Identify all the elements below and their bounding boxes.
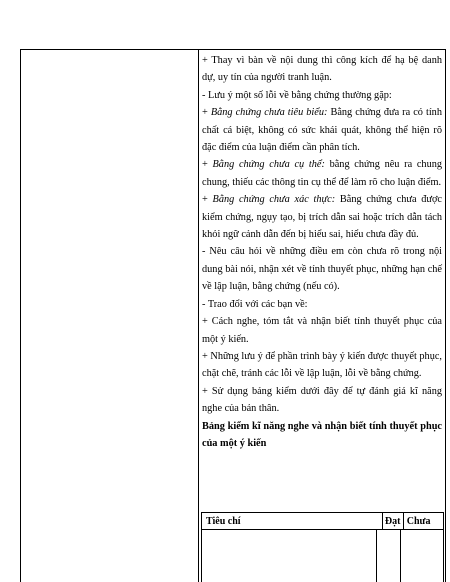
paragraph-text: Bằng chứng chưa được kiểm chứng, ngụy tạo, bị trích dẫn sai hoặc trích dẫn tách khỏi ngữ cảnh dẫn đến bị hiểu sai, hiểu chưa đầy đủ.: [202, 194, 442, 241]
paragraph: [202, 383, 442, 418]
rubric-header-row: [202, 513, 444, 530]
paragraph: [202, 313, 442, 348]
rubric-col-line-notyet: [400, 530, 401, 582]
right-cell-content: [202, 52, 442, 452]
evidence-type-label: Bằng chứng chưa tiêu biểu:: [210, 107, 328, 119]
rubric-col-line-pass: [376, 530, 377, 582]
rubric-header-notyet: Chưa: [403, 513, 443, 530]
paragraph-text: bằng chứng nêu ra chung chung, thiếu các thông tin cụ thể để làm rõ cho luận điểm.: [202, 159, 443, 188]
rubric-table: [201, 512, 444, 530]
column-divider: [198, 49, 199, 582]
paragraph-text: - Nêu câu hỏi về những điều em còn chưa rõ trong nội dung bài nói, nhận xét về tính thuyết phục, những hạn chế về lập luận, bằng chứng (nếu có).: [202, 246, 442, 293]
evidence-type-label: Bằng chứng chưa xác thực:: [212, 194, 336, 206]
paragraph: [202, 52, 442, 87]
paragraph-text: + Sử dụng bảng kiểm dưới đây để tự đánh giá kĩ năng nghe của bản thân.: [202, 385, 442, 415]
rubric-title: Bảng kiểm kĩ năng nghe và nhận biết tính thuyết phục của một ý kiến: [202, 420, 442, 449]
paragraph-text: - Lưu ý một số lỗi về bằng chứng thường gặp:: [202, 89, 392, 101]
paragraph-text: + Thay vì bàn về nội dung thì công kích để hạ bệ danh dự, uy tín của người tranh luận.: [202, 55, 442, 84]
paragraph: [202, 87, 442, 104]
paragraph: [202, 104, 442, 156]
paragraph: [202, 191, 442, 243]
rubric-header-pass: Đạt: [382, 513, 403, 530]
rubric-body: [201, 530, 444, 582]
paragraph: [202, 243, 442, 295]
paragraph: [202, 156, 442, 191]
paragraph: [202, 296, 442, 313]
paragraph-text: Bằng chứng đưa ra có tính chất cá biệt, không có sức khái quát, không thể hiện rõ đặc điểm của luận điểm cần phân tích.: [202, 107, 442, 154]
paragraph-text: +: [202, 159, 213, 171]
paragraph: [202, 348, 442, 383]
evidence-type-label: Bằng chứng chưa cụ thể:: [212, 159, 325, 171]
paragraph-text: - Trao đổi với các bạn về:: [202, 298, 308, 310]
rubric-header-criteria: Tiêu chí: [202, 513, 383, 530]
paragraph-text: +: [202, 107, 211, 119]
paragraph-text: +: [202, 194, 213, 206]
paragraph: [202, 418, 442, 453]
paragraph-text: + Cách nghe, tóm tắt và nhận biết tính thuyết phục của một ý kiến.: [202, 316, 442, 345]
paragraph-text: + Những lưu ý để phần trình bày ý kiến được thuyết phục, chặt chẽ, tránh các lỗi về lập luận, lỗi về bằng chứng.: [202, 350, 442, 380]
